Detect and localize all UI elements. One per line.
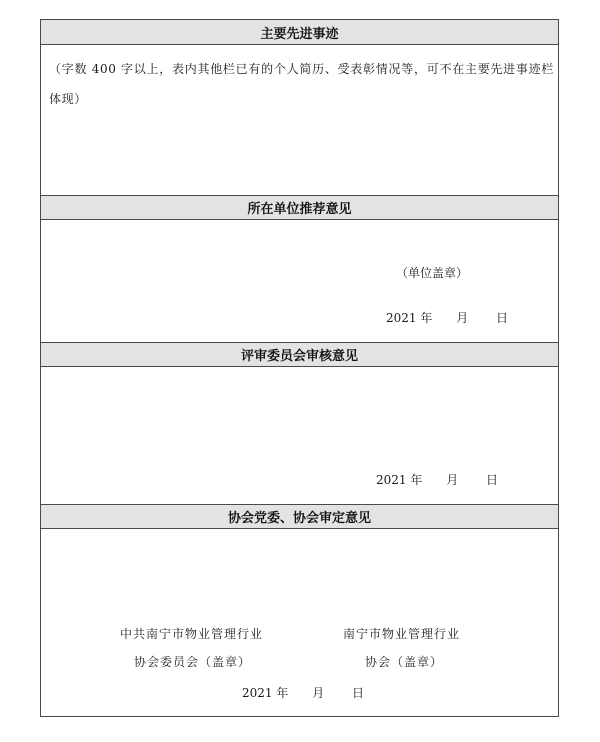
date-day: 日	[486, 473, 499, 487]
date-year: 2021 年	[376, 473, 423, 487]
unit-seal-note: （单位盖章）	[396, 266, 469, 280]
award-form-table	[40, 19, 559, 717]
section-title: 评审委员会审核意见	[240, 349, 358, 364]
date-month: 月	[312, 686, 325, 700]
date-year: 2021 年	[386, 311, 433, 325]
section-header-committee-review	[41, 342, 558, 367]
date-day: 日	[352, 686, 365, 700]
org-left-line1: 中共南宁市物业管理行业	[120, 627, 264, 641]
committee-date	[376, 471, 498, 488]
unit-date	[386, 309, 508, 326]
date-day: 日	[496, 311, 509, 325]
section-header-achievements	[41, 20, 558, 45]
section-header-association-approval	[41, 504, 558, 529]
association-date	[242, 684, 364, 701]
org-right-line1: 南宁市物业管理行业	[343, 627, 461, 641]
section-header-unit-recommendation	[41, 195, 558, 220]
date-year: 2021 年	[242, 686, 289, 700]
org-right-line2: 协会（盖章）	[365, 655, 444, 669]
date-month: 月	[446, 473, 459, 487]
section-title: 协会党委、协会审定意见	[227, 511, 371, 526]
org-left-line2: 协会委员会（盖章）	[134, 655, 252, 669]
date-month: 月	[456, 311, 469, 325]
section-title: 主要先进事迹	[260, 26, 339, 42]
achievements-instruction: （字数 400 字以上，表内其他栏已有的个人简历、受表彰情况等，可不在主要先进事迹栏体现）	[49, 62, 554, 106]
section-title: 所在单位推荐意见	[247, 202, 352, 217]
